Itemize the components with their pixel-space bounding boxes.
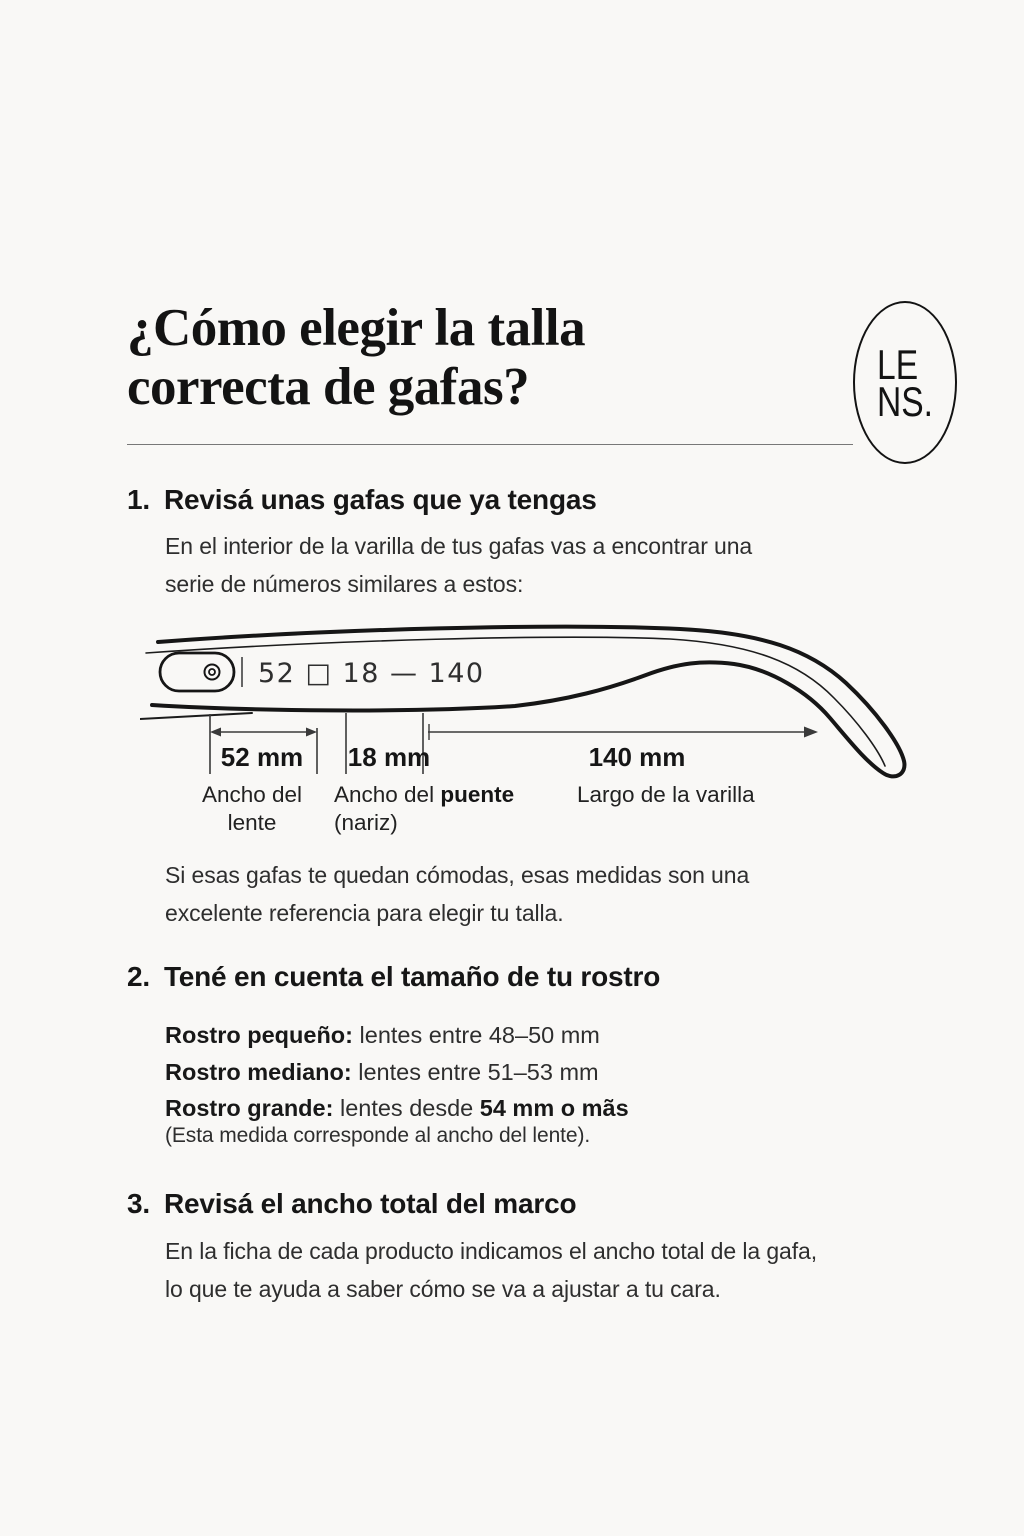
section1-outro <box>165 856 749 932</box>
section3-heading <box>127 1188 576 1220</box>
size-engraving: 52 □ 18 — 140 <box>258 658 485 689</box>
lens-width-value: 52 mm <box>220 742 304 772</box>
lens-width-note: (Esta medida corresponde al ancho del lente). <box>165 1124 591 1147</box>
section3-heading-text: Revisá el ancho total del marco <box>163 1188 577 1219</box>
face-size-text: lentes entre 48–50 mm <box>353 1022 600 1048</box>
lens-logo-line1: LE <box>876 340 919 388</box>
dim-arrow-lens-left <box>210 728 221 737</box>
face-size-label: Rostro grande: <box>165 1095 334 1121</box>
face-size-label: Rostro pequeño: <box>165 1022 353 1048</box>
section3-number: 3. <box>127 1188 150 1219</box>
face-size-row-large <box>165 1090 629 1127</box>
lens-logo <box>853 301 957 464</box>
section1-outro-line2: excelente referencia para elegir tu talla. <box>165 900 564 926</box>
bridge-width-label-line2: (nariz) <box>334 810 398 835</box>
hinge-plate <box>160 653 234 691</box>
bridge-width-label-bold: puente <box>440 782 515 807</box>
section1-heading-text: Revisá unas gafas que ya tengas <box>163 484 597 515</box>
glasses-temple-diagram <box>140 618 920 846</box>
section3-body-line2: lo que te ayuda a saber cómo se va a ajustar a tu cara. <box>165 1276 721 1302</box>
face-size-text: lentes desde <box>333 1095 480 1121</box>
section1-heading <box>127 484 597 516</box>
section2-heading <box>127 961 660 993</box>
face-size-row-small <box>165 1017 629 1054</box>
bridge-width-label-normal: Ancho del <box>334 782 441 807</box>
section1-intro <box>165 527 752 603</box>
page-title <box>127 299 585 417</box>
section1-number: 1. <box>127 484 150 515</box>
bridge-width-label <box>334 782 514 807</box>
face-size-bold-tail: 54 mm o mãs <box>479 1095 629 1121</box>
temple-length-value: 140 mm <box>588 742 686 772</box>
face-size-list <box>165 1017 629 1127</box>
section1-intro-line2: serie de números similares a estos: <box>165 571 524 597</box>
lens-logo-text <box>876 340 933 425</box>
section1-outro-line1: Si esas gafas te quedan cómodas, esas medidas son una <box>165 862 750 888</box>
temple-taper-line <box>140 713 252 719</box>
dim-arrow-lens-right <box>306 728 317 737</box>
lens-width-label-line1: Ancho del <box>201 782 303 807</box>
section2-heading-text: Tené en cuenta el tamaño de tu rostro <box>163 961 661 992</box>
section3-body <box>165 1232 817 1308</box>
section3-body-line1: En la ficha de cada producto indicamos el ancho total de la gafa, <box>165 1238 817 1264</box>
section1-intro-line1: En el interior de la varilla de tus gafas vas a encontrar una <box>165 533 753 559</box>
hinge-screw-outer <box>205 665 220 680</box>
lens-width-label-line2: lente <box>227 810 277 835</box>
hinge-screw-inner <box>209 669 215 675</box>
face-size-row-medium <box>165 1054 629 1091</box>
face-size-label: Rostro mediano: <box>165 1058 352 1085</box>
page-title-line1: ¿Cómo elegir la talla <box>127 299 586 357</box>
title-divider <box>127 444 853 445</box>
page-title-line2: correcta de gafas? <box>127 358 530 416</box>
face-size-text: lentes entre 51–53 mm <box>351 1058 599 1085</box>
bridge-width-value: 18 mm <box>347 742 431 772</box>
lens-logo-line2: NS. <box>876 377 933 425</box>
temple-length-label: Largo de la varilla <box>577 782 755 807</box>
dim-arrow-temple-right <box>804 727 818 738</box>
section2-number: 2. <box>127 961 150 992</box>
